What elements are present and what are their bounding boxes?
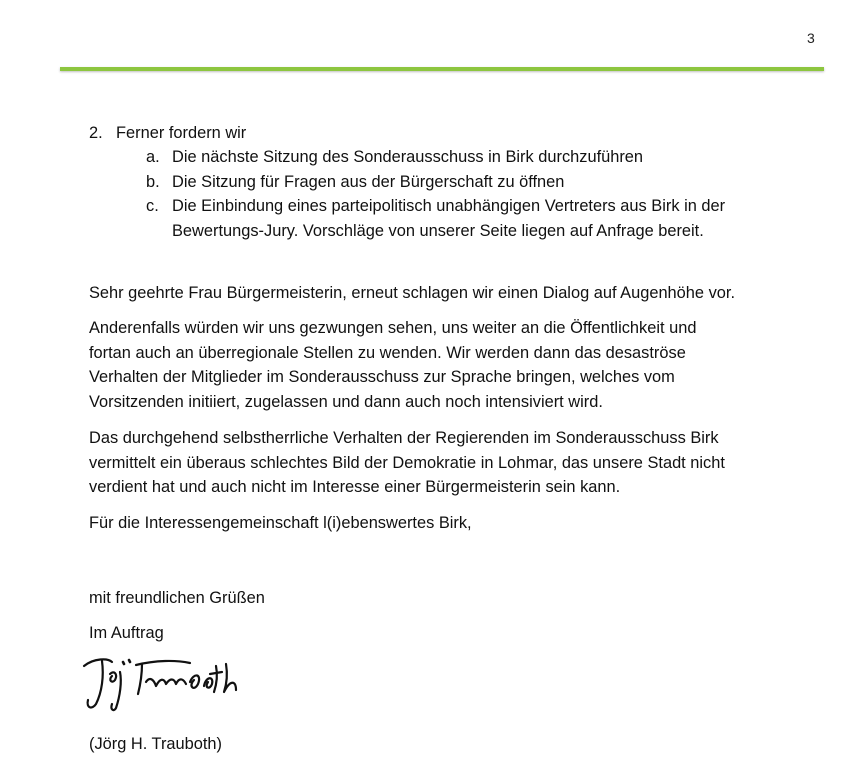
paragraph-line: verdient hat und auch nicht im Interesse einer Bürgermeisterin sein kann. [89,478,621,497]
on-behalf-label: Im Auftrag [89,624,164,642]
list-heading: Ferner fordern wir [116,124,247,142]
sub-item-letter-b: b. [146,173,160,191]
signatory-name: (Jörg H. Trauboth) [89,735,222,753]
closing-greeting: mit freundlichen Grüßen [89,589,265,607]
paragraph-line: Vorsitzenden initiiert, zugelassen und dann auch noch intensiviert wird. [89,392,603,411]
paragraph-line: fortan auch an überregionale Stellen zu wenden. Wir werden dann das desaströse [89,343,686,362]
paragraph-dialog [89,281,735,306]
sub-item-letter-a: a. [146,148,160,166]
paragraph-line: Das durchgehend selbstherrliche Verhalten der Regierenden im Sonderausschuss Birk [89,429,719,447]
paragraph-line: Verhalten der Mitglieder im Sonderausschuss zur Sprache bringen, welches vom [89,368,675,387]
paragraph-line: vermittelt ein überaus schlechtes Bild der Demokratie in Lohmar, das unsere Stadt nicht [89,453,725,472]
sub-item-letter-c: c. [146,197,159,215]
list-number: 2. [89,124,103,142]
sub-item-text-a: Die nächste Sitzung des Sonderausschuss in Birk durchzuführen [172,148,644,166]
paragraph-behaviour [89,426,725,500]
sub-item-text-b: Die Sitzung für Fragen aus der Bürgerschaft zu öffnen [172,173,565,191]
paragraph-community [89,511,472,536]
paragraph-otherwise [89,316,696,414]
sub-item-text-c-line1: Die Einbindung eines parteipolitisch unabhängigen Vertreters aus Birk in der [172,197,726,215]
page-number: 3 [807,30,815,46]
paragraph-line: Anderenfalls würden wir uns gezwungen sehen, uns weiter an die Öffentlichkeit und [89,319,697,337]
paragraph-line: Sehr geehrte Frau Bürgermeisterin, erneut schlagen wir einen Dialog auf Augenhöhe vor. [89,284,735,302]
sub-item-text-c-line2: Bewertungs-Jury. Vorschläge von unserer Seite liegen auf Anfrage bereit. [172,222,704,240]
paragraph-line: Für die Interessengemeinschaft l(i)ebenswertes Birk, [89,514,472,532]
handwritten-signature [80,652,250,714]
header-rule [60,67,824,71]
